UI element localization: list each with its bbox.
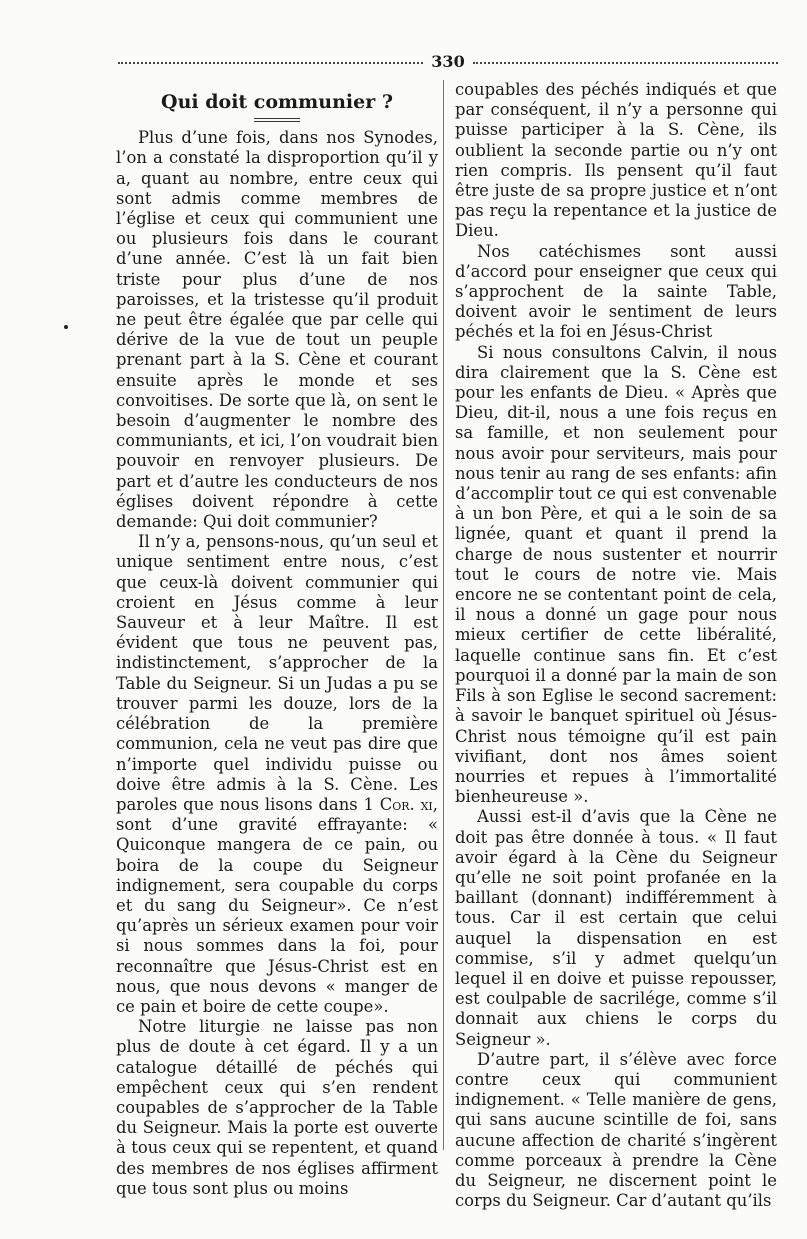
paragraph-5: Si nous consultons Calvin, il nous dira clairement que la S. Cène est pour les enfants de Dieu. « Après que Dieu, dit-il, nous a une fois reçus en sa famille, et non seulement pour nous avoir pour serviteurs, mais pour nous tenir au rang de ses enfants: afin d’accomplir tout ce qui est convenable à un bon Père, et qui a le soin de sa lignée, quant et quant il prend la charge de nous sustenter et nourrir tout le cours de notre vie. Mais encore ne se contentant point de cela, il nous a donné un gage pour nous mieux certifier de cette libéralité, laquelle continue sans fin. Et c’est pourquoi il a donné par la main de son Fils à son Eglise le second sacrement: à savoir le banquet spirituel où Jésus-Christ nous témoigne qu’il est pain vivifiant, dont nos âmes soient nourries et repues à l’immortalité bienheureuse ». <box>455 342 777 807</box>
header-rule-right <box>473 62 778 64</box>
left-column <box>116 80 438 1199</box>
page-header <box>118 48 778 74</box>
paragraph-2-text-a: Il n’y a, pensons-nous, qu’un seul et unique sentiment entre nous, c’est que ceux-là doivent communier qui croient en Jésus comme à leur Sauveur et à leur Maître. Il est évident que tous ne peuvent pas, indistinctement, s’approcher de la Table du Seigneur. Si un Judas a pu se trouver parmi les douze, lors de la célébration de la première communion, cela ne veut pas dire que n’importe quel individu puisse ou doive être admis à la S. Cène. Les paroles que nous lisons dans 1 <box>116 532 438 814</box>
column-divider <box>443 80 444 1150</box>
paragraph-3-continued: coupables des péchés indiqués et que par conséquent, il n’y a personne qui puisse participer à la S. Cène, ils oublient la seconde partie ou n’y ont rien compris. Ils pensent qu’il faut être juste de sa propre justice et n’ont pas reçu la repentance et la justice de Dieu. <box>455 80 777 241</box>
paragraph-2 <box>116 532 438 1017</box>
bible-reference: Cor. xi <box>379 794 433 814</box>
ink-speck <box>64 325 68 329</box>
article-title: Qui doit communier ? <box>161 91 393 113</box>
page-number: 330 <box>431 51 465 71</box>
paragraph-2-text-b: , sont d’une gravité effrayante: « Quiconque mangera de ce pain, ou boira de la coupe du Seigneur indignement, sera coupable du corps et du sang du Seigneur». Ce n’est qu’après un sérieux examen pour voir si nous sommes dans la foi, pour reconnaître que Jésus-Christ est en nous, que nous devons « manger de ce pain et boire de cette coupe». <box>116 794 438 1016</box>
paragraph-1: Plus d’une fois, dans nos Synodes, l’on a constaté la disproportion qu’il y a, quant au nombre, entre ceux qui sont admis comme membres de l’église et ceux qui communient une ou plusieurs fois dans le courant d’une année. C’est là un fait bien triste pour plus d’une de nos paroisses, et la tristesse qu’il produit ne peut être égalée que par celle qui dérive de la vue de tout un peuple prenant part à la S. Cène et courant ensuite après le monde et ses convoitises. De sorte que là, on sent le besoin d’augmenter le nombre des communiants, et ici, l’on voudrait bien pouvoir en renvoyer plusieurs. De part et d’autre les conducteurs de nos églises doivent répondre à cette demande: Qui doit communier? <box>116 128 438 532</box>
paragraph-3: Notre liturgie ne laisse pas non plus de doute à cet égard. Il y a un catalogue détaillé de péchés qui empêchent ceux qui s’en rendent coupables de s’approcher de la Table du Seigneur. Mais la porte est ouverte à tous ceux qui se repentent, et quand des membres de nos églises affirment que tous sont plus ou moins <box>116 1017 438 1198</box>
right-column <box>455 80 777 1211</box>
paragraph-6: Aussi est-il d’avis que la Cène ne doit pas être donnée à tous. « Il faut avoir égard à la Cène du Seigneur qu’elle ne soit point profanée en la baillant (donnant) indifféremment à tous. Car il est certain que celui auquel la dispensation en est commise, s’il y admet quelqu’un lequel il en doive et puisse repousser, est coulpable de sacrilége, comme s’il donnait aux chiens le corps du Seigneur ». <box>455 807 777 1049</box>
title-ornament <box>254 118 300 122</box>
header-rule-left <box>118 62 423 64</box>
paragraph-7: D’autre part, il s’élève avec force contre ceux qui communient indignement. « Telle manière de gens, qui sans aucune scintille de foi, sans aucune affection de charité s’ingèrent comme porceaux à prendre la Cène du Seigneur, ne discernent point le corps du Seigneur. Car d’autant qu’ils <box>455 1049 777 1211</box>
paragraph-4: Nos catéchismes sont aussi d’accord pour enseigner que ceux qui s’approchent de la sainte Table, doivent avoir le sentiment de leurs péchés et la foi en Jésus-Christ <box>455 241 777 342</box>
